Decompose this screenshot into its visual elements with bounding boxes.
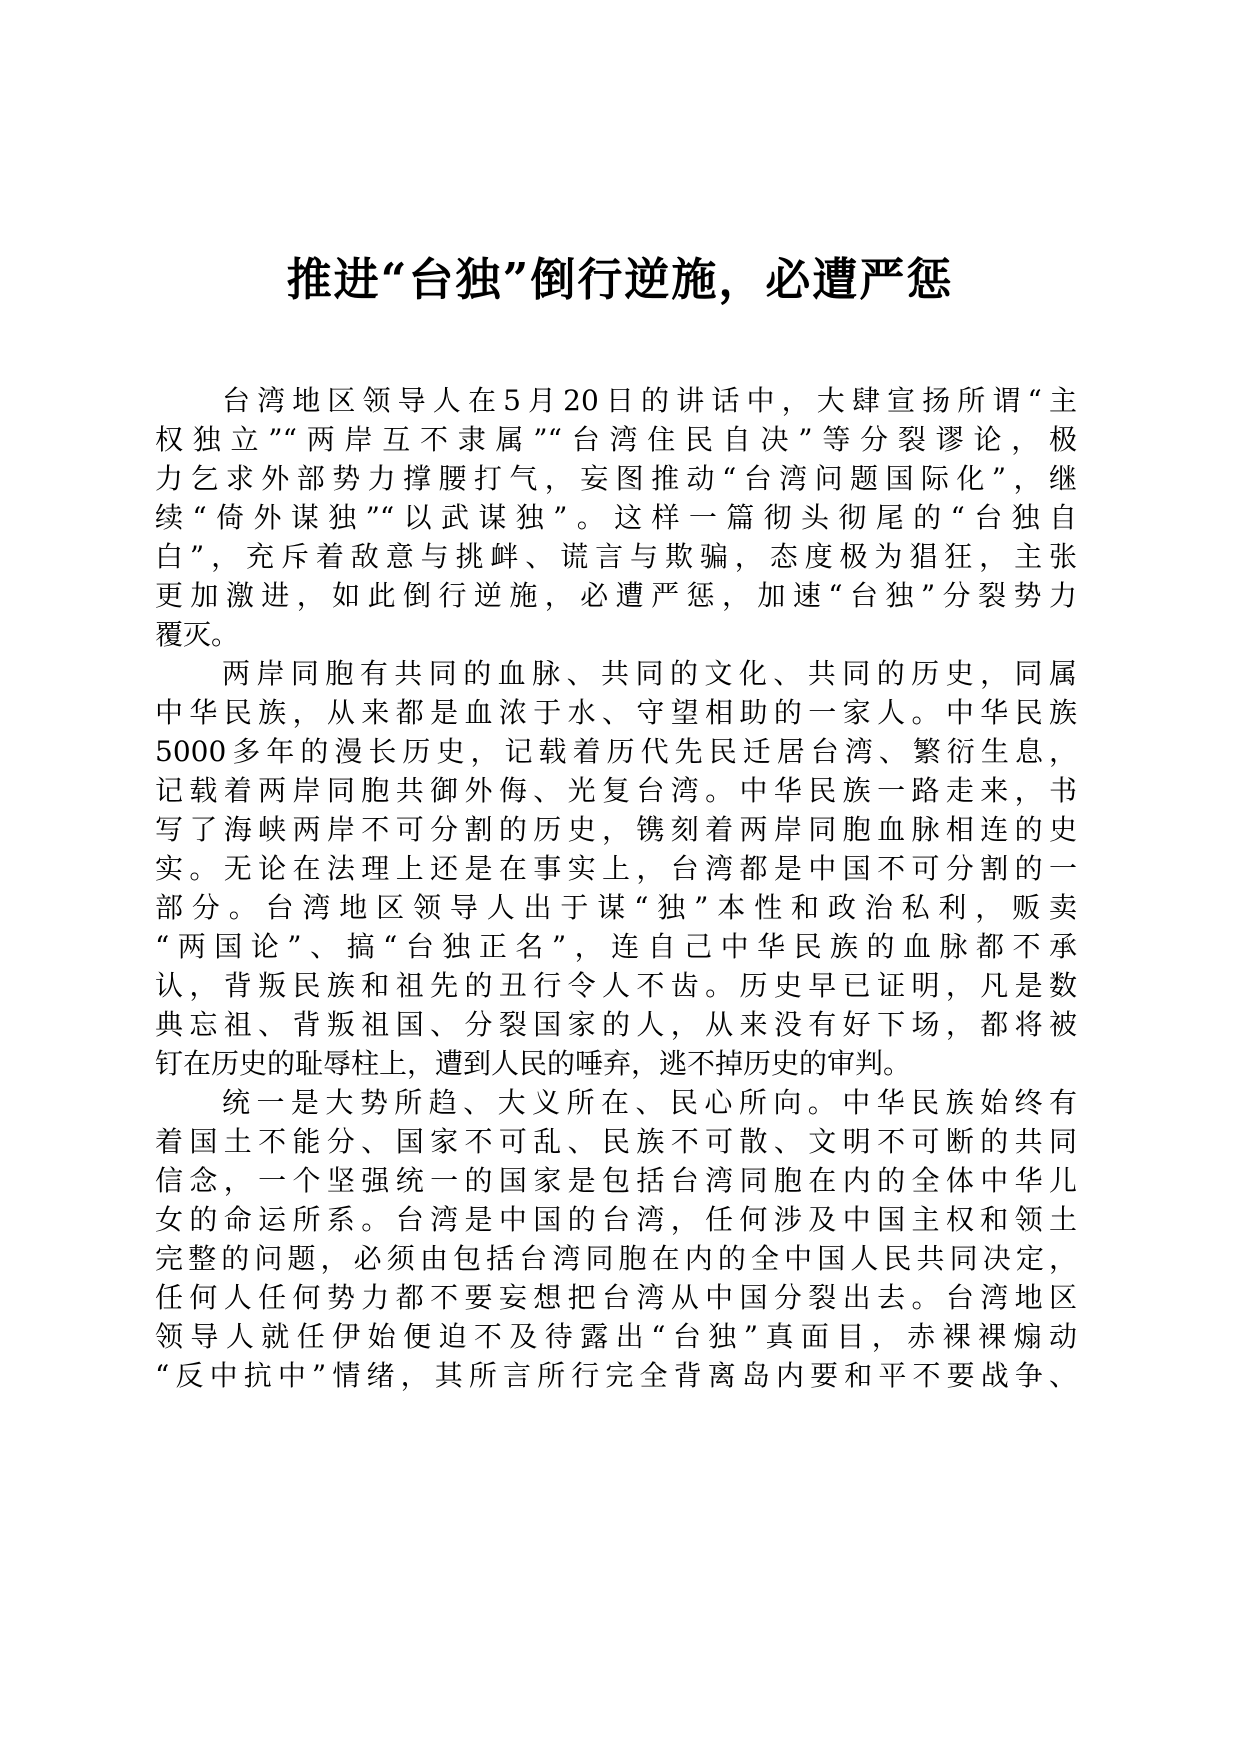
text-line: 任何人任何势力都不要妄想把台湾从中国分裂出去。台湾地区	[155, 1281, 1077, 1314]
text-line: 记载着两岸同胞共御外侮、光复台湾。中华民族一路走来，书	[155, 774, 1077, 807]
paragraph-1	[155, 381, 1077, 654]
text-line: 统一是大势所趋、大义所在、民心所向。中华民族始终有	[222, 1086, 1077, 1119]
text-line: 完整的问题，必须由包括台湾同胞在内的全中国人民共同决定，	[155, 1242, 1077, 1275]
text-line: 写了海峡两岸不可分割的历史，镌刻着两岸同胞血脉相连的史	[155, 813, 1077, 846]
text-line: 力乞求外部势力撑腰打气，妄图推动“台湾问题国际化”，继	[155, 462, 1077, 495]
text-line: 两岸同胞有共同的血脉、共同的文化、共同的历史，同属	[222, 657, 1077, 690]
text-line: 续“倚外谋独”“以武谋独”。这样一篇彻头彻尾的“台独自	[155, 501, 1077, 534]
text-line: 实。无论在法理上还是在事实上，台湾都是中国不可分割的一	[155, 852, 1077, 885]
text-line: “反中抗中”情绪，其所言所行完全背离岛内要和平不要战争、	[155, 1359, 1077, 1392]
text-line: 权独立”“两岸互不隶属”“台湾住民自决”等分裂谬论，极	[155, 423, 1077, 456]
text-line: 部分。台湾地区领导人出于谋“独”本性和政治私利，贩卖	[155, 891, 1077, 924]
text-line: 认，背叛民族和祖先的丑行令人不齿。历史早已证明，凡是数	[155, 969, 1077, 1002]
text-line: 中华民族，从来都是血浓于水、守望相助的一家人。中华民族	[155, 696, 1077, 729]
document-body	[155, 381, 1077, 1395]
document-title: 推进“台独”倒行逆施，必遭严惩	[286, 253, 954, 306]
text-line: 覆灭。	[155, 618, 240, 651]
paragraph-3	[155, 1083, 1077, 1395]
text-line: 台湾地区领导人在5月20日的讲话中，大肆宣扬所谓“主	[222, 384, 1077, 417]
text-line: 典忘祖、背叛祖国、分裂国家的人，从来没有好下场，都将被	[155, 1008, 1077, 1041]
text-line: “两国论”、搞“台独正名”，连自己中华民族的血脉都不承	[155, 930, 1077, 963]
text-line: 女的命运所系。台湾是中国的台湾，任何涉及中国主权和领土	[155, 1203, 1077, 1236]
text-line: 白”，充斥着敌意与挑衅、谎言与欺骗，态度极为猖狂，主张	[155, 540, 1077, 573]
text-line: 信念，一个坚强统一的国家是包括台湾同胞在内的全体中华儿	[155, 1164, 1077, 1197]
paragraph-2	[155, 654, 1077, 1083]
text-line: 钉在历史的耻辱柱上，遭到人民的唾弃，逃不掉历史的审判。	[155, 1047, 912, 1080]
text-line: 着国土不能分、国家不可乱、民族不可散、文明不可断的共同	[155, 1125, 1077, 1158]
text-line: 领导人就任伊始便迫不及待露出“台独”真面目，赤裸裸煽动	[155, 1320, 1077, 1353]
text-line: 更加激进，如此倒行逆施，必遭严惩，加速“台独”分裂势力	[155, 579, 1077, 612]
text-line: 5000多年的漫长历史，记载着历代先民迁居台湾、繁衍生息，	[155, 735, 1077, 768]
